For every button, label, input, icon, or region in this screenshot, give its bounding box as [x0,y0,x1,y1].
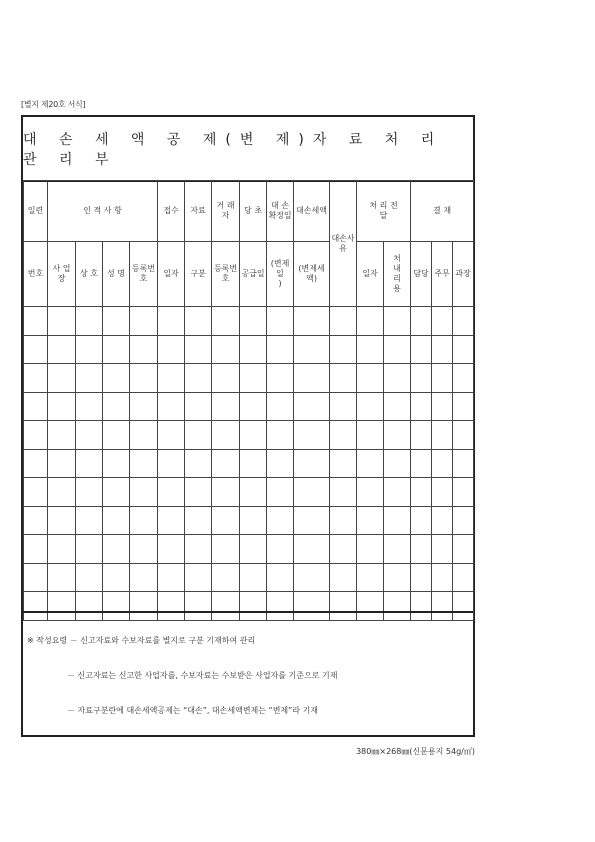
ledger-cell[interactable] [453,478,474,507]
ledger-row [24,335,474,364]
instruction-line-2: － 신고자료는 신고한 사업자를, 수보자료는 수보받은 사업자를 기준으로 기재 [67,671,338,680]
ledger-cell[interactable] [212,478,240,507]
ledger-cell[interactable] [130,307,158,336]
ledger-cell[interactable] [411,563,432,592]
ledger-row [24,535,474,564]
ledger-cell[interactable] [330,364,357,393]
header-bad-debt-tax: 대손세액 [294,181,330,242]
ledger-cell[interactable] [130,563,158,592]
ledger-cell[interactable] [411,478,432,507]
ledger-cell[interactable] [240,506,267,535]
instruction-line-3: － 자료구분란에 대손세액공제는 “대손”, 대손세액변제는 “변제”라 기재 [67,706,319,715]
header-manager: 과장 [453,242,474,307]
ledger-cell[interactable] [103,335,130,364]
ledger-cell[interactable] [453,421,474,450]
ledger-cell[interactable] [158,506,185,535]
ledger-cell[interactable] [330,563,357,592]
ledger-cell[interactable] [432,449,453,478]
ledger-cell[interactable] [240,421,267,450]
ledger-cell[interactable] [103,563,130,592]
ledger-cell[interactable] [185,364,212,393]
ledger-cell[interactable] [158,449,185,478]
ledger-cell[interactable] [294,535,330,564]
ledger-cell[interactable] [294,563,330,592]
ledger-cell[interactable] [48,563,76,592]
header-original: 당 초 [240,181,267,242]
ledger-cell[interactable] [384,563,411,592]
ledger-cell[interactable] [76,535,103,564]
ledger-cell[interactable] [130,335,158,364]
ledger-row [24,392,474,421]
ledger-row [24,563,474,592]
ledger-cell[interactable] [24,364,48,393]
ledger-cell[interactable] [24,563,48,592]
header-supply-date: 공급일 [240,242,267,307]
ledger-cell[interactable] [432,506,453,535]
ledger-cell[interactable] [432,421,453,450]
ledger-cell[interactable] [24,307,48,336]
ledger-cell[interactable] [267,364,294,393]
ledger-cell[interactable] [330,307,357,336]
header-business-location: 사 업 장 [48,242,76,307]
ledger-cell[interactable] [453,535,474,564]
ledger-cell[interactable] [103,535,130,564]
ledger-cell[interactable] [294,506,330,535]
header-party-reg-number: 등록번 호 [212,242,240,307]
header-processing-date: 일자 [357,242,384,307]
ledger-cell[interactable] [357,506,384,535]
ledger-cell[interactable] [103,364,130,393]
ledger-cell[interactable] [76,563,103,592]
ledger-row [24,506,474,535]
ledger-cell[interactable] [48,335,76,364]
ledger-cell[interactable] [384,307,411,336]
ledger-cell[interactable] [330,478,357,507]
ledger-cell[interactable] [432,535,453,564]
ledger-cell[interactable] [453,506,474,535]
ledger-cell[interactable] [267,335,294,364]
ledger-cell[interactable] [76,364,103,393]
header-data: 자료 [185,181,212,242]
ledger-cell[interactable] [212,335,240,364]
ledger-cell[interactable] [240,535,267,564]
instructions-section [23,611,473,735]
ledger-cell[interactable] [103,449,130,478]
header-receipt-date: 일자 [158,242,185,307]
ledger-cell[interactable] [453,449,474,478]
ledger-cell[interactable] [411,307,432,336]
ledger-cell[interactable] [267,392,294,421]
ledger-cell[interactable] [330,421,357,450]
ledger-cell[interactable] [240,335,267,364]
ledger-cell[interactable] [384,364,411,393]
ledger-cell[interactable] [103,506,130,535]
ledger-cell[interactable] [130,392,158,421]
ledger-cell[interactable] [330,506,357,535]
ledger-cell[interactable] [411,449,432,478]
header-data-category: 구분 [185,242,212,307]
ledger-cell[interactable] [240,449,267,478]
header-receipt: 접수 [158,181,185,242]
ledger-cell[interactable] [103,421,130,450]
header-personal-info: 인 적 사 항 [48,181,158,242]
ledger-cell[interactable] [185,563,212,592]
ledger-cell[interactable] [185,392,212,421]
ledger-cell[interactable] [24,392,48,421]
header-registration-number: 등록번 호 [130,242,158,307]
ledger-form [21,115,475,737]
ledger-cell[interactable] [294,364,330,393]
ledger-cell[interactable] [240,563,267,592]
header-repayment-date: (변제일 ) [267,242,294,307]
ledger-cell[interactable] [453,335,474,364]
ledger-cell[interactable] [330,535,357,564]
ledger-table [23,180,474,621]
ledger-cell[interactable] [432,478,453,507]
ledger-cell[interactable] [384,392,411,421]
header-chief: 주무 [432,242,453,307]
ledger-cell[interactable] [453,563,474,592]
ledger-cell[interactable] [185,506,212,535]
ledger-row [24,449,474,478]
ledger-cell[interactable] [384,421,411,450]
ledger-cell[interactable] [267,307,294,336]
ledger-cell[interactable] [185,478,212,507]
ledger-cell[interactable] [48,535,76,564]
ledger-cell[interactable] [411,392,432,421]
ledger-cell[interactable] [130,478,158,507]
ledger-cell[interactable] [48,506,76,535]
ledger-cell[interactable] [158,364,185,393]
header-approval: 결 재 [411,181,474,242]
ledger-cell[interactable] [411,335,432,364]
ledger-cell[interactable] [330,449,357,478]
form-reference-label: [별지 제20호 서식] [21,100,86,109]
ledger-cell[interactable] [294,307,330,336]
ledger-cell[interactable] [24,506,48,535]
ledger-cell[interactable] [240,392,267,421]
ledger-cell[interactable] [48,392,76,421]
ledger-cell[interactable] [212,364,240,393]
ledger-cell[interactable] [357,563,384,592]
header-trade-name: 상 호 [76,242,103,307]
paper-spec-footer: 380㎜×268㎜(신문용지 54g/㎡) [356,747,475,756]
ledger-cell[interactable] [158,535,185,564]
ledger-cell[interactable] [76,449,103,478]
ledger-cell[interactable] [212,563,240,592]
header-processing-content: 처 내 리 용 [384,242,411,307]
form-title: 대 손 세 액 공 제(변 제)자 료 처 리 관 리 부 [23,131,444,168]
ledger-cell[interactable] [267,449,294,478]
ledger-cell[interactable] [48,449,76,478]
ledger-cell[interactable] [185,449,212,478]
ledger-cell[interactable] [294,335,330,364]
ledger-cell[interactable] [240,307,267,336]
ledger-cell[interactable] [212,449,240,478]
ledger-cell[interactable] [76,478,103,507]
ledger-cell[interactable] [24,535,48,564]
header-repayment-tax: (변제세액) [294,242,330,307]
ledger-cell[interactable] [185,535,212,564]
ledger-cell[interactable] [267,478,294,507]
ledger-cell[interactable] [432,307,453,336]
header-bad-debt-reason: 대손사 유 [330,181,357,307]
ledger-cell[interactable] [267,563,294,592]
ledger-row [24,421,474,450]
ledger-cell[interactable] [267,506,294,535]
ledger-cell[interactable] [411,364,432,393]
ledger-cell[interactable] [24,478,48,507]
ledger-cell[interactable] [357,335,384,364]
ledger-cell[interactable] [24,421,48,450]
ledger-cell[interactable] [240,364,267,393]
ledger-cell[interactable] [130,364,158,393]
ledger-cell[interactable] [48,364,76,393]
ledger-cell[interactable] [384,335,411,364]
ledger-cell[interactable] [212,506,240,535]
ledger-cell[interactable] [185,421,212,450]
ledger-cell[interactable] [158,335,185,364]
ledger-cell[interactable] [357,392,384,421]
ledger-cell[interactable] [357,421,384,450]
header-processing-delivery: 처 리 전 달 [357,181,411,242]
header-transaction-party: 거 래 자 [212,181,240,242]
ledger-cell[interactable] [432,335,453,364]
ledger-cell[interactable] [411,535,432,564]
ledger-cell[interactable] [130,449,158,478]
ledger-cell[interactable] [185,307,212,336]
ledger-cell[interactable] [212,421,240,450]
ledger-cell[interactable] [48,421,76,450]
ledger-cell[interactable] [48,478,76,507]
ledger-cell[interactable] [432,392,453,421]
ledger-cell[interactable] [185,335,212,364]
ledger-cell[interactable] [158,478,185,507]
ledger-cell[interactable] [384,535,411,564]
ledger-row [24,364,474,393]
ledger-cell[interactable] [76,506,103,535]
ledger-cell[interactable] [158,421,185,450]
ledger-cell[interactable] [24,449,48,478]
ledger-cell[interactable] [48,307,76,336]
ledger-cell[interactable] [453,307,474,336]
ledger-cell[interactable] [76,392,103,421]
ledger-row [24,478,474,507]
ledger-cell[interactable] [130,535,158,564]
header-row-1 [24,181,474,242]
ledger-cell[interactable] [267,421,294,450]
instruction-line-1: ※ 작성요령 － 신고자료와 수보자료를 별지로 구분 기재하여 관리 [27,636,256,645]
ledger-cell[interactable] [103,392,130,421]
ledger-cell[interactable] [294,421,330,450]
ledger-cell[interactable] [432,364,453,393]
ledger-cell[interactable] [384,506,411,535]
ledger-cell[interactable] [76,307,103,336]
ledger-cell[interactable] [294,478,330,507]
ledger-cell[interactable] [24,335,48,364]
ledger-cell[interactable] [103,478,130,507]
ledger-cell[interactable] [158,563,185,592]
header-staff: 담당 [411,242,432,307]
ledger-cell[interactable] [158,392,185,421]
ledger-cell[interactable] [384,449,411,478]
header-bad-debt-confirm-date: 대 손 확정일 [267,181,294,242]
ledger-cell[interactable] [357,478,384,507]
ledger-cell[interactable] [357,449,384,478]
ledger-cell[interactable] [432,563,453,592]
ledger-cell[interactable] [294,392,330,421]
ledger-cell[interactable] [453,364,474,393]
ledger-cell[interactable] [411,421,432,450]
ledger-cell[interactable] [330,392,357,421]
ledger-cell[interactable] [76,421,103,450]
ledger-cell[interactable] [240,478,267,507]
ledger-cell[interactable] [453,392,474,421]
ledger-cell[interactable] [357,307,384,336]
ledger-cell[interactable] [212,392,240,421]
ledger-cell[interactable] [212,307,240,336]
ledger-cell[interactable] [158,307,185,336]
title-row [23,117,473,182]
ledger-row [24,307,474,336]
ledger-cell[interactable] [357,535,384,564]
ledger-cell[interactable] [212,535,240,564]
ledger-cell[interactable] [130,421,158,450]
ledger-cell[interactable] [384,478,411,507]
header-serial: 일련 [24,181,48,242]
ledger-cell[interactable] [357,364,384,393]
ledger-cell[interactable] [103,307,130,336]
header-name: 성 명 [103,242,130,307]
header-number: 번호 [24,242,48,307]
ledger-cell[interactable] [294,449,330,478]
ledger-cell[interactable] [267,535,294,564]
header-row-2 [24,242,474,307]
ledger-cell[interactable] [330,335,357,364]
ledger-cell[interactable] [411,506,432,535]
ledger-cell[interactable] [76,335,103,364]
ledger-cell[interactable] [130,506,158,535]
